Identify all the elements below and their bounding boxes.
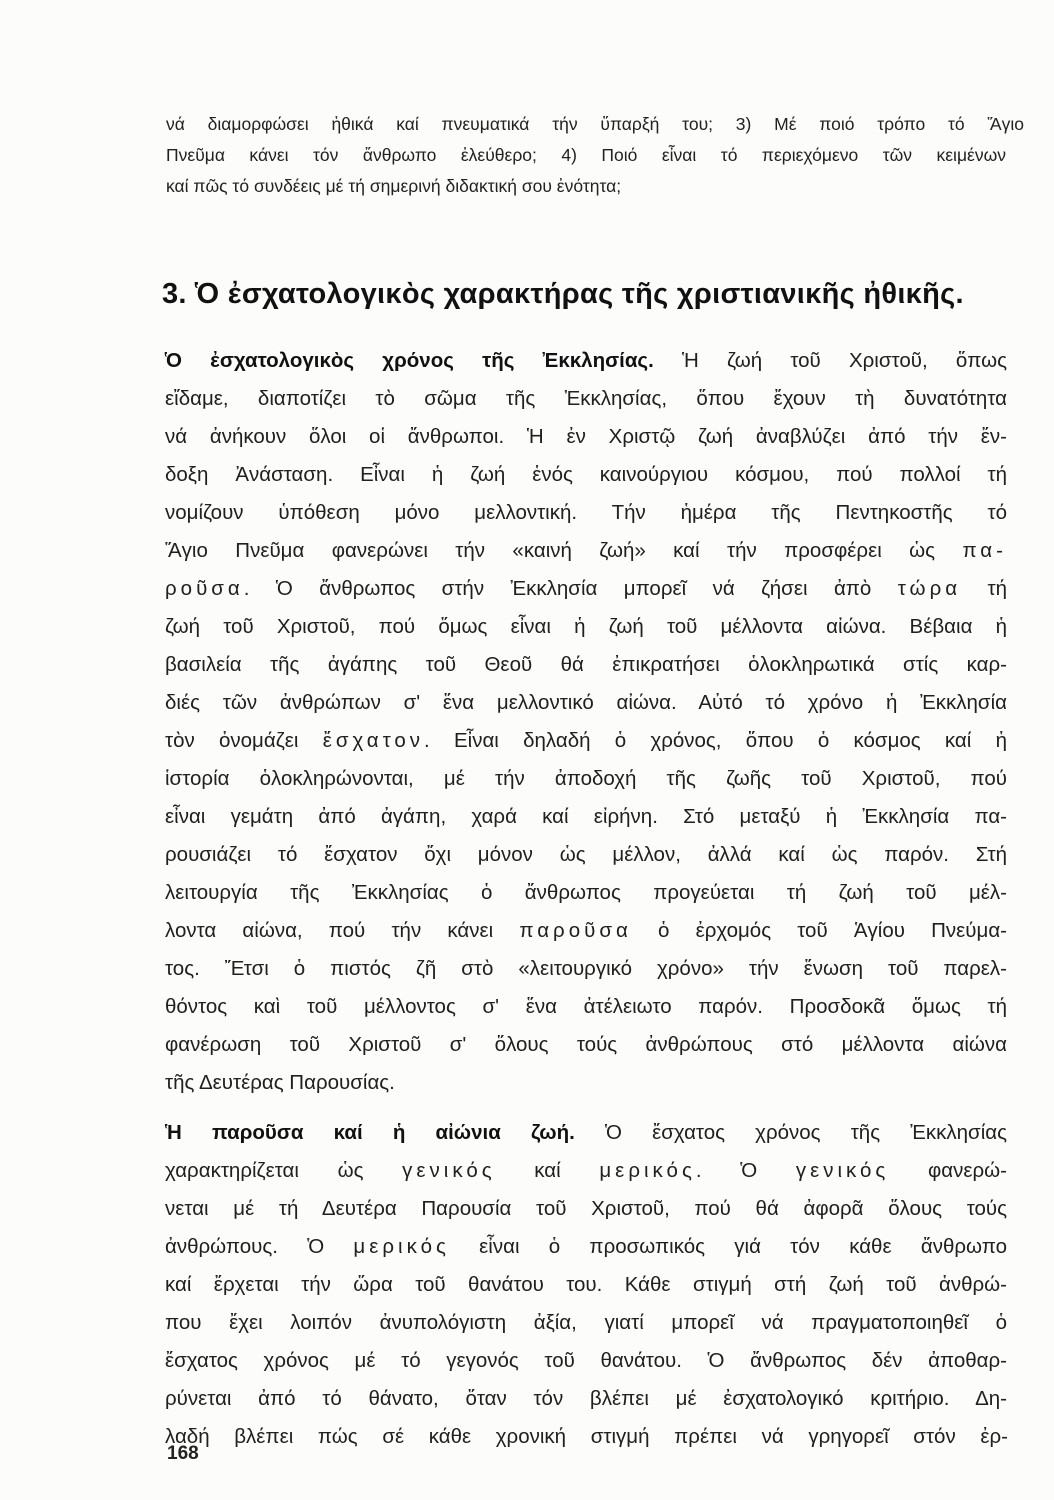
text-segment: ὁ ἐρχομός τοῦ Ἁγίου Πνεύμα- — [631, 919, 1007, 942]
paragraph-2-line-2 — [165, 1161, 1007, 1182]
text-segment: φανερώ- — [889, 1159, 1007, 1182]
spaced-word: ἔσχατον — [322, 729, 425, 752]
paragraph-1-line-7 — [165, 579, 1007, 600]
text-segment: καί — [495, 1159, 600, 1182]
paragraph-2-line-5: καί ἔρχεται τήν ὥρα τοῦ θανάτου του. Κάθε στιγμή στή ζωή τοῦ ἀνθρώ- — [165, 1273, 1007, 1296]
paragraph-1-line-20: τῆς Δευτέρας Παρουσίας. — [165, 1071, 395, 1094]
paragraph-1-line-9: βασιλεία τῆς ἀγάπης τοῦ Θεοῦ θά ἐπικρατήσει ὁλοκληρωτικά στίς καρ- — [165, 653, 1007, 676]
text-segment: Ὁ ἔσχατος χρόνος τῆς Ἐκκλησίας — [574, 1121, 1007, 1144]
intro-line-1: νά διαμορφώσει ἠθικά καί πνευματικά τήν ὕπαρξή του; 3) Μέ ποιό τρόπο τό Ἅγιο — [166, 114, 1024, 134]
paragraph-1-line-10: διές τῶν ἀνθρώπων σ' ἕνα μελλοντικό αἰώνα. Αὐτό τό χρόνο ἡ Ἐκκλησία — [165, 691, 1007, 714]
paragraph-1-line-15: λειτουργία τῆς Ἐκκλησίας ὁ ἄνθρωπος προγεύεται τή ζωή τοῦ μέλ- — [165, 881, 1007, 904]
text-segment: χαρακτηρίζεται ὡς — [165, 1159, 403, 1182]
text-segment: Ἅγιο Πνεῦμα φανερώνει τήν «καινή ζωή» καί τήν προσφέρει ὡς — [165, 539, 963, 562]
paragraph-1-line-3: νά ἀνήκουν ὅλοι οἱ ἄνθρωποι. Ἡ ἐν Χριστῷ ζωή ἀναβλύζει ἀπό τήν ἔν- — [165, 425, 1007, 448]
text-segment: . Ὁ — [695, 1159, 796, 1182]
paragraph-1-line-2: εἴδαμε, διαποτίζει τὸ σῶμα τῆς Ἐκκλησίας, ὅπου ἔχουν τὴ δυνατότητα — [165, 387, 1007, 410]
paragraph-1-line-6 — [165, 541, 1007, 562]
paragraph-1-line-4: δοξη Ἀνάσταση. Εἶναι ἡ ζωή ἑνός καινούργιου κόσμου, πού πολλοί τή — [165, 463, 1007, 486]
spaced-word: γενικός — [795, 1159, 890, 1182]
paragraph-1-line-13: εἶναι γεμάτη ἀπό ἀγάπη, χαρά καί εἰρήνη. Στό μεταξύ ἡ Ἐκκλησία πα- — [165, 805, 1007, 828]
paragraph-2-line-1 — [165, 1123, 1007, 1144]
intro-line-2: Πνεῦμα κάνει τόν ἄνθρωπο ἐλεύθερο; 4) Ποιό εἶναι τό περιεχόμενο τῶν κειμένων — [166, 145, 1006, 165]
paragraph-2-line-4 — [165, 1237, 1007, 1258]
section-heading: 3. Ὁ ἐσχατολογικὸς χαρακτήρας τῆς χριστιανικῆς ἠθικῆς. — [162, 278, 964, 310]
subheading-present-and-eternal-life: Ἡ παροῦσα καί ἡ αἰώνια ζωή. — [165, 1121, 575, 1144]
text-segment: ἀνθρώπους. Ὁ — [165, 1235, 354, 1258]
page-number: 168 — [167, 1443, 199, 1464]
text-segment: εἶναι ὁ προσωπικός γιά τόν κάθε ἄνθρωπο — [449, 1235, 1008, 1258]
spaced-word: ροῦσα — [165, 577, 244, 600]
text-segment: . Ὁ ἄνθρωπος στήν Ἐκκλησία μπορεῖ νά ζήσει ἀπὸ — [243, 577, 898, 600]
spaced-word: πα- — [962, 539, 1007, 562]
paragraph-1-line-1 — [165, 351, 1007, 372]
paragraph-1-line-17: τος. Ἔτσι ὁ πιστός ζῆ στὸ «λειτουργικό χρόνο» τήν ἕνωση τοῦ παρελ- — [165, 957, 1007, 980]
paragraph-2-line-7: ἔσχατος χρόνος μέ τό γεγονός τοῦ θανάτου. Ὁ ἄνθρωπος δέν ἀποθαρ- — [165, 1349, 1007, 1372]
paragraph-2-line-9: λαδή βλέπει πώς σέ κάθε χρονική στιγμή πρέπει νά γρηγορεῖ στόν ἐρ- — [165, 1425, 1008, 1448]
paragraph-2-line-8: ρύνεται ἀπό τό θάνατο, ὅταν τόν βλέπει μέ ἐσχατολογικό κριτήριο. Δη- — [165, 1387, 1007, 1410]
spaced-word: μερικός — [599, 1159, 696, 1182]
paragraph-2-line-3: νεται μέ τή Δευτέρα Παρουσία τοῦ Χριστοῦ, πού θά ἀφορᾶ ὅλους τούς — [165, 1197, 1007, 1220]
paragraph-1-line-19: φανέρωση τοῦ Χριστοῦ σ' ὅλους τούς ἀνθρώπους στό μέλλοντα αἰώνα — [165, 1033, 1007, 1056]
paragraph-1-line-16 — [165, 921, 1007, 942]
spaced-word: τώρα — [897, 577, 962, 600]
text-segment: λοντα αἰώνα, πού τήν κάνει — [165, 919, 520, 942]
text-segment: . Εἶναι δηλαδή ὁ χρόνος, ὅπου ὁ κόσμος καί ἡ — [424, 729, 1007, 752]
text-segment: Ἡ ζωή τοῦ Χριστοῦ, ὅπως — [653, 349, 1007, 372]
intro-line-3: καί πῶς τό συνδέεις μέ τή σημερινή διδακτική σου ἐνότητα; — [166, 176, 622, 196]
paragraph-1-line-12: ἱστορία ὁλοκληρώνονται, μέ τήν ἀποδοχή τῆς ζωῆς τοῦ Χριστοῦ, πού — [165, 767, 1007, 790]
paragraph-1-line-8: ζωή τοῦ Χριστοῦ, πού ὅμως εἶναι ἡ ζωή τοῦ μέλλοντα αἰώνα. Βέβαια ἡ — [165, 615, 1007, 638]
spaced-word: μερικός — [353, 1235, 450, 1258]
text-segment: τή — [961, 577, 1007, 600]
paragraph-1-line-11 — [165, 731, 1007, 752]
paragraph-1-line-18: θόντος καὶ τοῦ μέλλοντος σ' ἕνα ἀτέλειωτο παρόν. Προσδοκᾶ ὅμως τή — [165, 995, 1007, 1018]
spaced-word: γενικός — [402, 1159, 496, 1182]
text-segment: τὸν ὀνομάζει — [165, 729, 323, 752]
paragraph-1-line-5: νομίζουν ὑπόθεση μόνο μελλοντική. Τήν ἡμέρα τῆς Πεντηκοστῆς τό — [165, 501, 1007, 524]
paragraph-2-line-6: που ἔχει λοιπόν ἀνυπολόγιστη ἀξία, γιατί μπορεῖ νά πραγματοποιηθεῖ ὁ — [165, 1311, 1007, 1334]
paragraph-1-line-14: ρουσιάζει τό ἔσχατον ὄχι μόνον ὡς μέλλον, ἀλλά καί ὡς παρόν. Στή — [165, 843, 1007, 866]
spaced-word: παροῦσα — [519, 919, 632, 942]
subheading-eschatological-time: Ὁ ἐσχατολογικὸς χρόνος τῆς Ἐκκλησίας. — [165, 349, 654, 372]
